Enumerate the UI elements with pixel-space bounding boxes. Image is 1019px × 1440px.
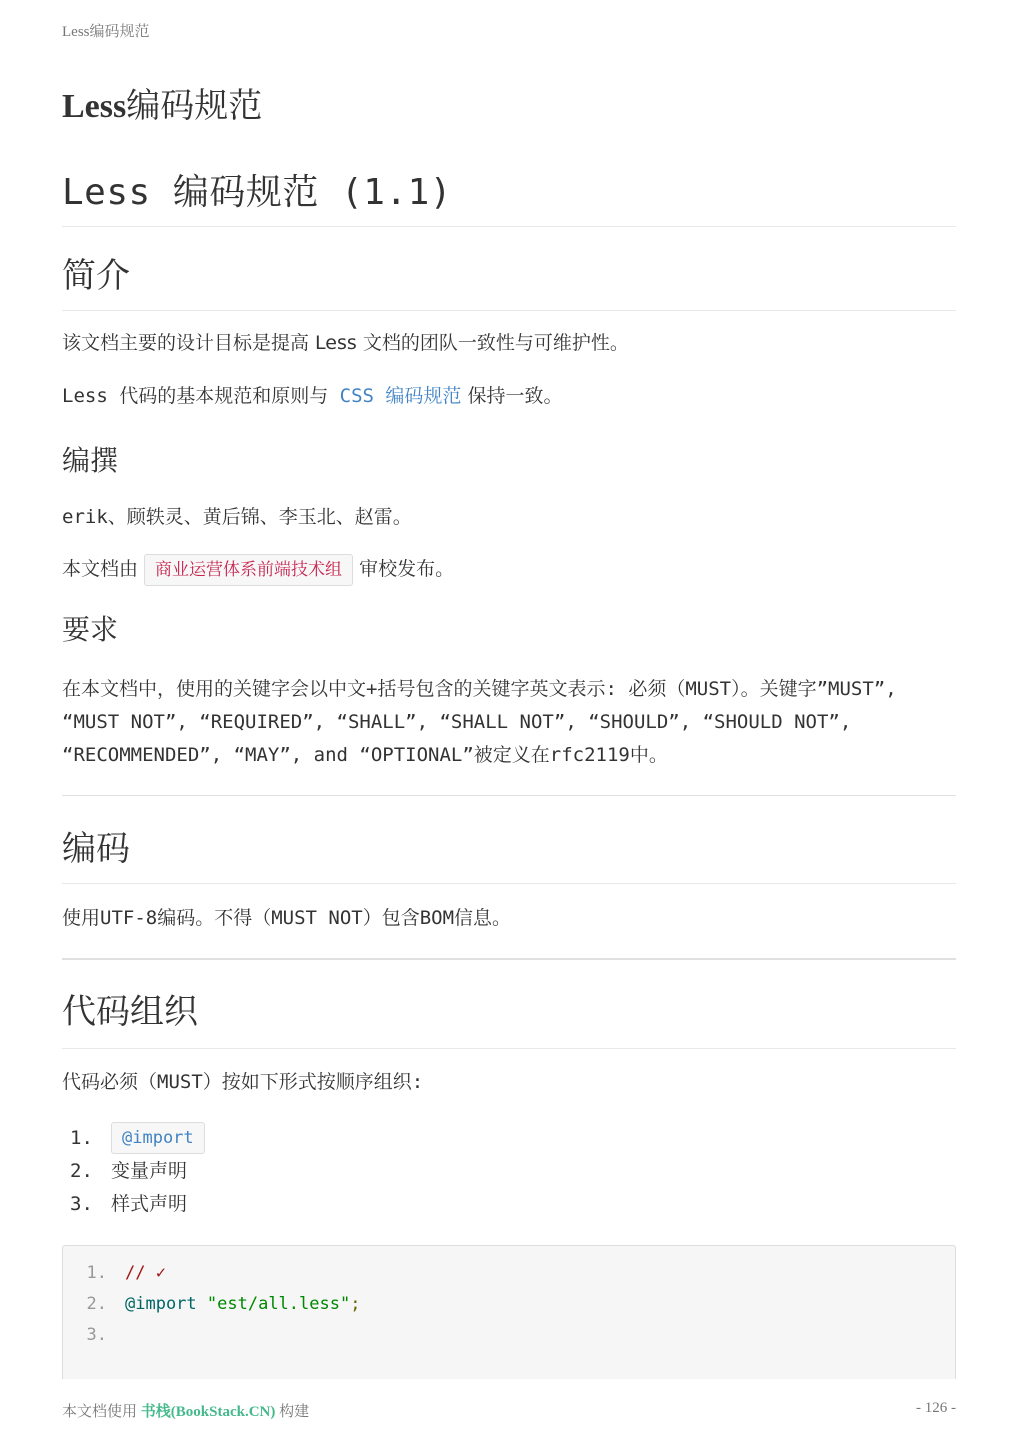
intro-paragraph-1 [62, 327, 956, 360]
code-punctuation: ; [350, 1294, 361, 1314]
document-title-cjk: 编码规范 [126, 88, 263, 125]
document-title [62, 78, 262, 127]
list-item [62, 1155, 956, 1188]
footer-prefix: 本文档使用 [62, 1404, 141, 1420]
requirements-paragraph: 在本文档中，使用的关键字会以中文+括号包含的关键字英文表示: 必须（MUST）。关键字”MUST”, “MUST NOT”, “REQUIRED”, “SHALL”, “SHALL NOT”, “SHOULD”, “SHOULD NOT”, “RECOMMENDED”, “MAY”, and “OPTIONAL”被定义在rfc2119中。 [62, 678, 897, 766]
line-number: 2. [86, 1294, 107, 1314]
intro-text-1: 该文档主要的设计目标是提高 Less 文档的团队一致性与可维护性。 [62, 332, 629, 354]
document-title-latin: Less [62, 88, 127, 125]
intro-text-2a: Less 代码的基本规范和原则与 [62, 385, 340, 407]
running-header: Less编码规范 [62, 24, 150, 40]
css-guide-link[interactable]: CSS 编码规范 [339, 385, 462, 407]
list-item-number: 3. [70, 1193, 93, 1215]
organization-list [62, 1121, 956, 1221]
code-string: "est/all.less" [206, 1294, 351, 1314]
code-line [63, 1258, 955, 1289]
section-heading-authors: 编撰 [62, 444, 119, 477]
main-heading: Less 编码规范 (1.1) [62, 160, 956, 227]
authors-names: erik、顾轶灵、黄后锦、李玉北、赵雷。 [62, 506, 412, 528]
publish-text-a: 本文档由 [62, 558, 145, 580]
import-code-tag: @import [111, 1122, 205, 1154]
code-line [63, 1320, 955, 1351]
line-number: 3. [86, 1325, 107, 1345]
intro-text-2b: 保持一致。 [461, 385, 563, 407]
bookstack-link[interactable]: 书栈(BookStack.CN) [140, 1404, 276, 1420]
footer-credit [62, 1400, 309, 1421]
publish-text-b: 审校发布。 [353, 558, 455, 580]
code-keyword: @import [125, 1294, 197, 1314]
list-item-number: 1. [70, 1127, 93, 1149]
code-comment: // ✓ [125, 1263, 166, 1283]
list-item-number: 2. [70, 1160, 93, 1182]
intro-paragraph-2 [62, 380, 956, 413]
publish-paragraph [62, 553, 956, 586]
list-item-label: 变量声明 [111, 1160, 188, 1182]
page-number: - 126 - [916, 1400, 956, 1416]
section-heading-encoding: 编码 [62, 796, 956, 884]
list-item [62, 1188, 956, 1221]
list-item-label: 样式声明 [111, 1193, 188, 1215]
code-block [62, 1245, 956, 1379]
section-heading-requirements: 要求 [62, 613, 119, 646]
publisher-tag: 商业运营体系前端技术组 [144, 554, 353, 586]
organization-paragraph: 代码必须（MUST）按如下形式按顺序组织: [62, 1071, 424, 1093]
section-heading-organization: 代码组织 [62, 960, 956, 1049]
authors-paragraph [62, 501, 956, 534]
article-content [62, 160, 956, 1379]
code-line [63, 1289, 955, 1320]
page-footer [62, 1400, 956, 1421]
list-item [62, 1121, 956, 1155]
encoding-paragraph: 使用UTF-8编码。不得（MUST NOT）包含BOM信息。 [62, 907, 512, 929]
line-number: 1. [86, 1263, 107, 1283]
section-heading-intro: 简介 [62, 227, 956, 311]
footer-suffix: 构建 [275, 1404, 310, 1420]
